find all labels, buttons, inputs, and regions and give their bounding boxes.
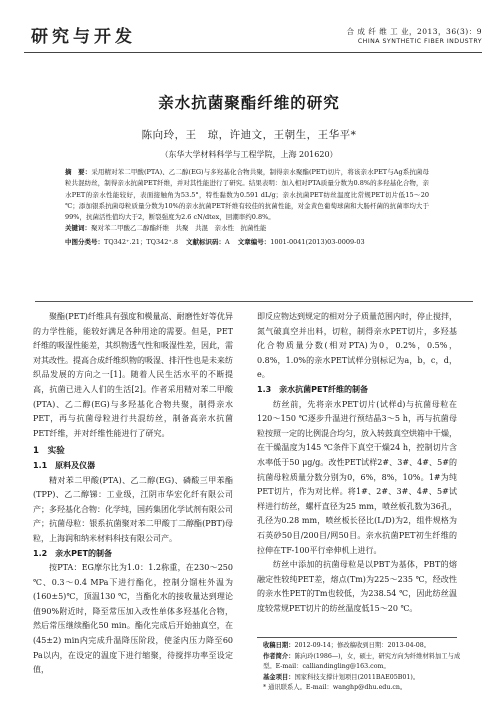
journal-name-en: CHINA SYNTHETIC FIBER INDUSTRY	[357, 38, 482, 45]
journal-citation: 合 成 纤 维 工 业，2013，36(3)：9	[346, 27, 482, 36]
abstract-text: 采用精对苯二甲酸(PTA)、乙二醇(EG)与多羟基化合物共聚，制得亲水聚酯(PET)切片，将该亲水PET与Ag系抗菌母粒共混纺丝，制得亲水抗菌PET纤维，并对其性能进行了研究。结果表明：加入相对PTA质量分数为0.8%的多羟基化合物，亲水PET的亲水性能较好，表面接触角为53.5°，特性黏数为0.591 dL/g；亲水抗菌PET纺丝温度比常规PET切片低15～20 ℃；添加银系抗菌母粒质量分数为10%的亲水抗菌PET纤维有较佳的抗菌性能，对金黄色葡萄球菌和大肠杆菌的抗菌率均大于99%，抗菌活性值均大于2，断裂强度为2.6 cN/dtex，回潮率约0.8%。	[65, 168, 430, 222]
affiliation: （东华大学材料科学与工程学院，上海 201620）	[160, 150, 338, 159]
article-no-label: 文章编号：	[237, 237, 271, 246]
article-no-value: 1001-0041(2013)03-0009-03	[270, 237, 365, 246]
intro-paragraph: 聚酯(PET)纤维具有强度和模量高、耐磨性好等优异的力学性能，能较好满足各种用途的需要。但是，PET纤维的吸湿性能差，其织物透气性和吸湿性差，因此，需对其改性。提高合成纤维织物的吸湿、排汗性也是未来纺织品发展的方向之一[1]。随着人民生活水平的不断提高，抗菌已进入人们的生活[2]。作者采用精对苯二甲酸(PTA)、乙二醇(EG)与多羟基化合物共聚，制得亲水PET，再与抗菌母粒进行共混纺丝，制备高亲水抗菌PET纤维，并对纤维性能进行了研究。	[33, 312, 233, 438]
clc-value: TQ342⁺.21；TQ342⁺.8	[104, 237, 179, 246]
received-note: 收稿日期：2012-09-14；修改稿收到日期：2013-04-08。	[263, 642, 431, 649]
section-title: 研究与开发	[31, 27, 136, 47]
continued-paragraph: 即反应物达到规定的相对分子质量范围内时，停止搅拌，氮气破真空并出料，切粒，制得亲水PET切片，多羟基化合物质量分数(相对PTA)为0，0.2%，0.5%，0.8%，1.0%的亲水PET试样分别标记为a，b，c，d，e。	[257, 312, 457, 380]
abstract-label: 摘 要：	[65, 168, 92, 176]
materials-paragraph: 精对苯二甲酸(PTA)、乙二醇(EG)、磷酸三甲苯酯(TPP)、乙二醇锑：工业级，江阴市华宏化纤有限公司产；多羟基化合物：化学纯，国药集团化学试剂有限公司产；抗菌母粒：银系抗菌聚对苯二甲酸丁二醇酯(PBT)母粒，上海润和纳米材料科技有限公司产。	[33, 475, 233, 543]
preparation-paragraph: 按PTA：EG摩尔比为1.0：1.2称重，在230～250 ℃、0.3～0.4 MPa下进行酯化，控制分馏柱外温为(160±5)℃，顶温130 ℃，当酯化水的接收量达到理论值90%附近时，降至常压加入改性单体多羟基化合物，然后常压继续酯化50 min。酯化完成后开始抽真空，在(45±2) min内完成升温降压阶段，使釜内压力降至60 Pa以内，在设定的温度下进行缩聚，待搅拌功率至设定值，	[33, 563, 233, 675]
right-column	[257, 310, 457, 616]
abstract-paragraph	[65, 167, 429, 223]
subsection-heading-preparation: 1.2 亲水PET的制备	[33, 548, 112, 558]
clc-label: 中图分类号：	[65, 237, 104, 246]
fiber-paragraph-1: 纺丝前，先将亲水PET切片(试样d)与抗菌母粒在120～150 ℃逐步升温进行预结晶3～5 h，再与抗菌母粒按照一定的比例混合均匀，放入转鼓真空烘箱中干燥，在干燥温度为145 ℃条件下真空干燥24 h，控制切片含水率低于50 μg/g。改性PET试样2#、3#、4#、5#的抗菌母粒质量分数分别为0，6%，8%，10%。1#为纯PET切片，作为对比样。将1#、2#、3#、4#、5#试样进行纺丝，螺杆直径为25 mm，喷丝板孔数为36孔，孔径为0.28 mm，喷丝板长径比(L/D)为2，组件规格为石英砂50目/200目/网50目。亲水抗菌PET初生纤维的拉伸在TF-100平行牵伸机上进行。	[257, 399, 457, 555]
doc-code-value: A	[225, 237, 230, 246]
abstract-block	[65, 167, 429, 248]
page-header	[0, 0, 498, 56]
fiber-paragraph-2: 纺丝中添加的抗菌母粒是以PBT为基体，PBT的熔融定性较纯PET差，熔点(Tm)为225～235 ℃，经改性的亲水性PET的Tm也较低，为238.54 ℃，因此纺丝温度较常规PET切片的纺丝温度低15～20 ℃。	[257, 560, 457, 613]
author-note: 作者简介：陈向玲(1986—)，女，硕士，研究方向为纤维材料加工与成型。E-mail：calliandingling@163.com。	[263, 652, 461, 670]
author-list: 陈向玲，王 琼，许迪文，王朝生，王华平*	[141, 129, 357, 141]
abstract-divider	[35, 301, 473, 302]
subsection-heading-fiber: 1.3 亲水抗菌PET纤维的制备	[257, 384, 368, 394]
corresponding-note: * 通讯联系人。E-mail：wanghp@dhu.edu.cn。	[263, 684, 407, 691]
subsection-heading-materials: 1.1 原料及仪器	[33, 460, 96, 470]
section-heading-experiment: 1 实验	[33, 446, 65, 457]
left-column	[33, 310, 233, 678]
classification-line	[65, 237, 429, 248]
keywords-label: 关键词：	[65, 224, 91, 233]
footnotes	[263, 641, 463, 694]
keywords-text: 聚对苯二甲酸乙二醇酯纤维 共聚 共混 亲水性 抗菌性能	[91, 224, 267, 233]
paper-title: 亲水抗菌聚酯纤维的研究	[158, 94, 340, 112]
fund-note: 基金项目：国家科技支撑计划项目(2011BAE05B01)。	[263, 673, 420, 681]
doc-code-label: 文献标识码：	[186, 237, 226, 246]
keywords-line	[65, 223, 429, 234]
footnote-rule	[257, 637, 457, 638]
header-rule	[24, 52, 482, 53]
